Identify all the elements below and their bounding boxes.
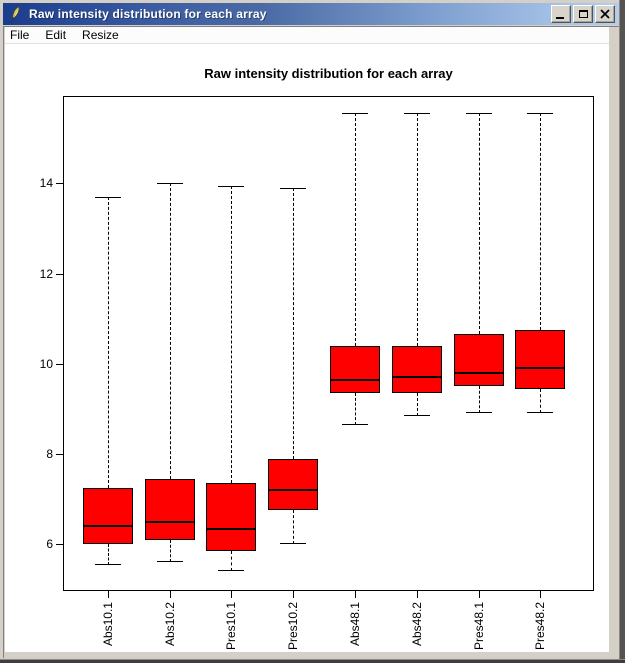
box-iqr (268, 459, 318, 511)
menu-bar (5, 27, 609, 44)
window-right-edge (619, 0, 625, 663)
lower-whisker-cap (527, 412, 553, 413)
chart-title: Raw intensity distribution for each array (204, 66, 453, 81)
feather-icon (8, 6, 24, 22)
lower-whisker (231, 551, 232, 571)
window-bottom-edge (0, 659, 625, 663)
upper-whisker-cap (527, 113, 553, 114)
boxplot-chart (5, 44, 609, 652)
y-axis-label: 12 (39, 266, 53, 281)
upper-whisker (170, 183, 171, 479)
menu-file[interactable]: File (10, 27, 30, 42)
y-axis-tick (56, 544, 63, 545)
lower-whisker (479, 386, 480, 413)
upper-whisker (108, 197, 109, 488)
upper-whisker-cap (342, 113, 368, 114)
box-iqr (206, 483, 256, 551)
y-axis-tick (56, 274, 63, 275)
x-axis-label: Abs10.2 (162, 602, 177, 647)
lower-whisker-cap (342, 424, 368, 425)
upper-whisker (540, 113, 541, 330)
close-icon (599, 9, 611, 19)
lower-whisker (108, 544, 109, 564)
lower-whisker (417, 393, 418, 416)
median-line (392, 376, 442, 378)
lower-whisker (293, 510, 294, 544)
median-line (515, 367, 565, 369)
y-axis-label: 6 (46, 537, 53, 552)
maximize-button[interactable] (573, 5, 593, 23)
x-axis-label: Abs10.1 (100, 602, 115, 647)
lower-whisker-cap (218, 570, 244, 571)
upper-whisker-cap (466, 113, 492, 114)
menu-edit[interactable]: Edit (45, 27, 67, 42)
upper-whisker-cap (95, 197, 121, 198)
x-axis-tick (108, 591, 109, 598)
upper-whisker (293, 188, 294, 459)
box-iqr (145, 479, 195, 540)
lower-whisker-cap (157, 561, 183, 562)
lower-whisker-cap (466, 412, 492, 413)
x-axis-label: Pres10.1 (224, 602, 239, 651)
box-iqr (515, 330, 565, 389)
upper-whisker-cap (218, 186, 244, 187)
upper-whisker-cap (280, 188, 306, 189)
lower-whisker (170, 540, 171, 563)
x-axis-tick (231, 591, 232, 598)
upper-whisker-cap (404, 113, 430, 114)
x-axis-tick (540, 591, 541, 598)
x-axis-tick (417, 591, 418, 598)
y-axis-label: 14 (39, 176, 53, 191)
minimize-button[interactable] (551, 5, 571, 23)
x-axis-label: Abs48.2 (409, 602, 424, 647)
y-axis-tick (56, 364, 63, 365)
upper-whisker (479, 113, 480, 334)
lower-whisker-cap (404, 415, 430, 416)
x-axis-label: Abs48.1 (347, 602, 362, 647)
window-title: Raw intensity distribution for each array (29, 7, 267, 21)
median-line (83, 525, 133, 527)
x-axis-tick (355, 591, 356, 598)
y-axis-label: 8 (46, 447, 53, 462)
minimize-icon (556, 17, 564, 19)
box-iqr (330, 346, 380, 393)
lower-whisker-cap (280, 543, 306, 544)
median-line (206, 528, 256, 530)
lower-whisker-cap (95, 564, 121, 565)
x-axis-label: Pres48.2 (533, 602, 548, 651)
client-area (3, 26, 619, 658)
window-controls (551, 5, 615, 23)
title-bar[interactable] (3, 3, 619, 25)
box-iqr (392, 346, 442, 393)
upper-whisker (355, 113, 356, 345)
box-iqr (454, 334, 504, 386)
x-axis-tick (170, 591, 171, 598)
median-line (454, 372, 504, 374)
median-line (330, 379, 380, 381)
upper-whisker (231, 186, 232, 484)
plot-canvas (5, 44, 609, 652)
x-axis-tick (293, 591, 294, 598)
y-axis-label: 10 (39, 356, 53, 371)
menu-resize[interactable]: Resize (82, 27, 119, 42)
lower-whisker (540, 389, 541, 414)
x-axis-label: Pres10.2 (286, 602, 301, 651)
x-axis-label: Pres48.1 (471, 602, 486, 651)
y-axis-tick (56, 183, 63, 184)
box-iqr (83, 488, 133, 544)
y-axis-tick (56, 454, 63, 455)
lower-whisker (355, 393, 356, 425)
upper-whisker-cap (157, 183, 183, 184)
maximize-icon (579, 10, 588, 18)
x-axis-tick (479, 591, 480, 598)
upper-whisker (417, 113, 418, 345)
close-button[interactable] (595, 5, 615, 23)
median-line (268, 489, 318, 491)
median-line (145, 521, 195, 523)
